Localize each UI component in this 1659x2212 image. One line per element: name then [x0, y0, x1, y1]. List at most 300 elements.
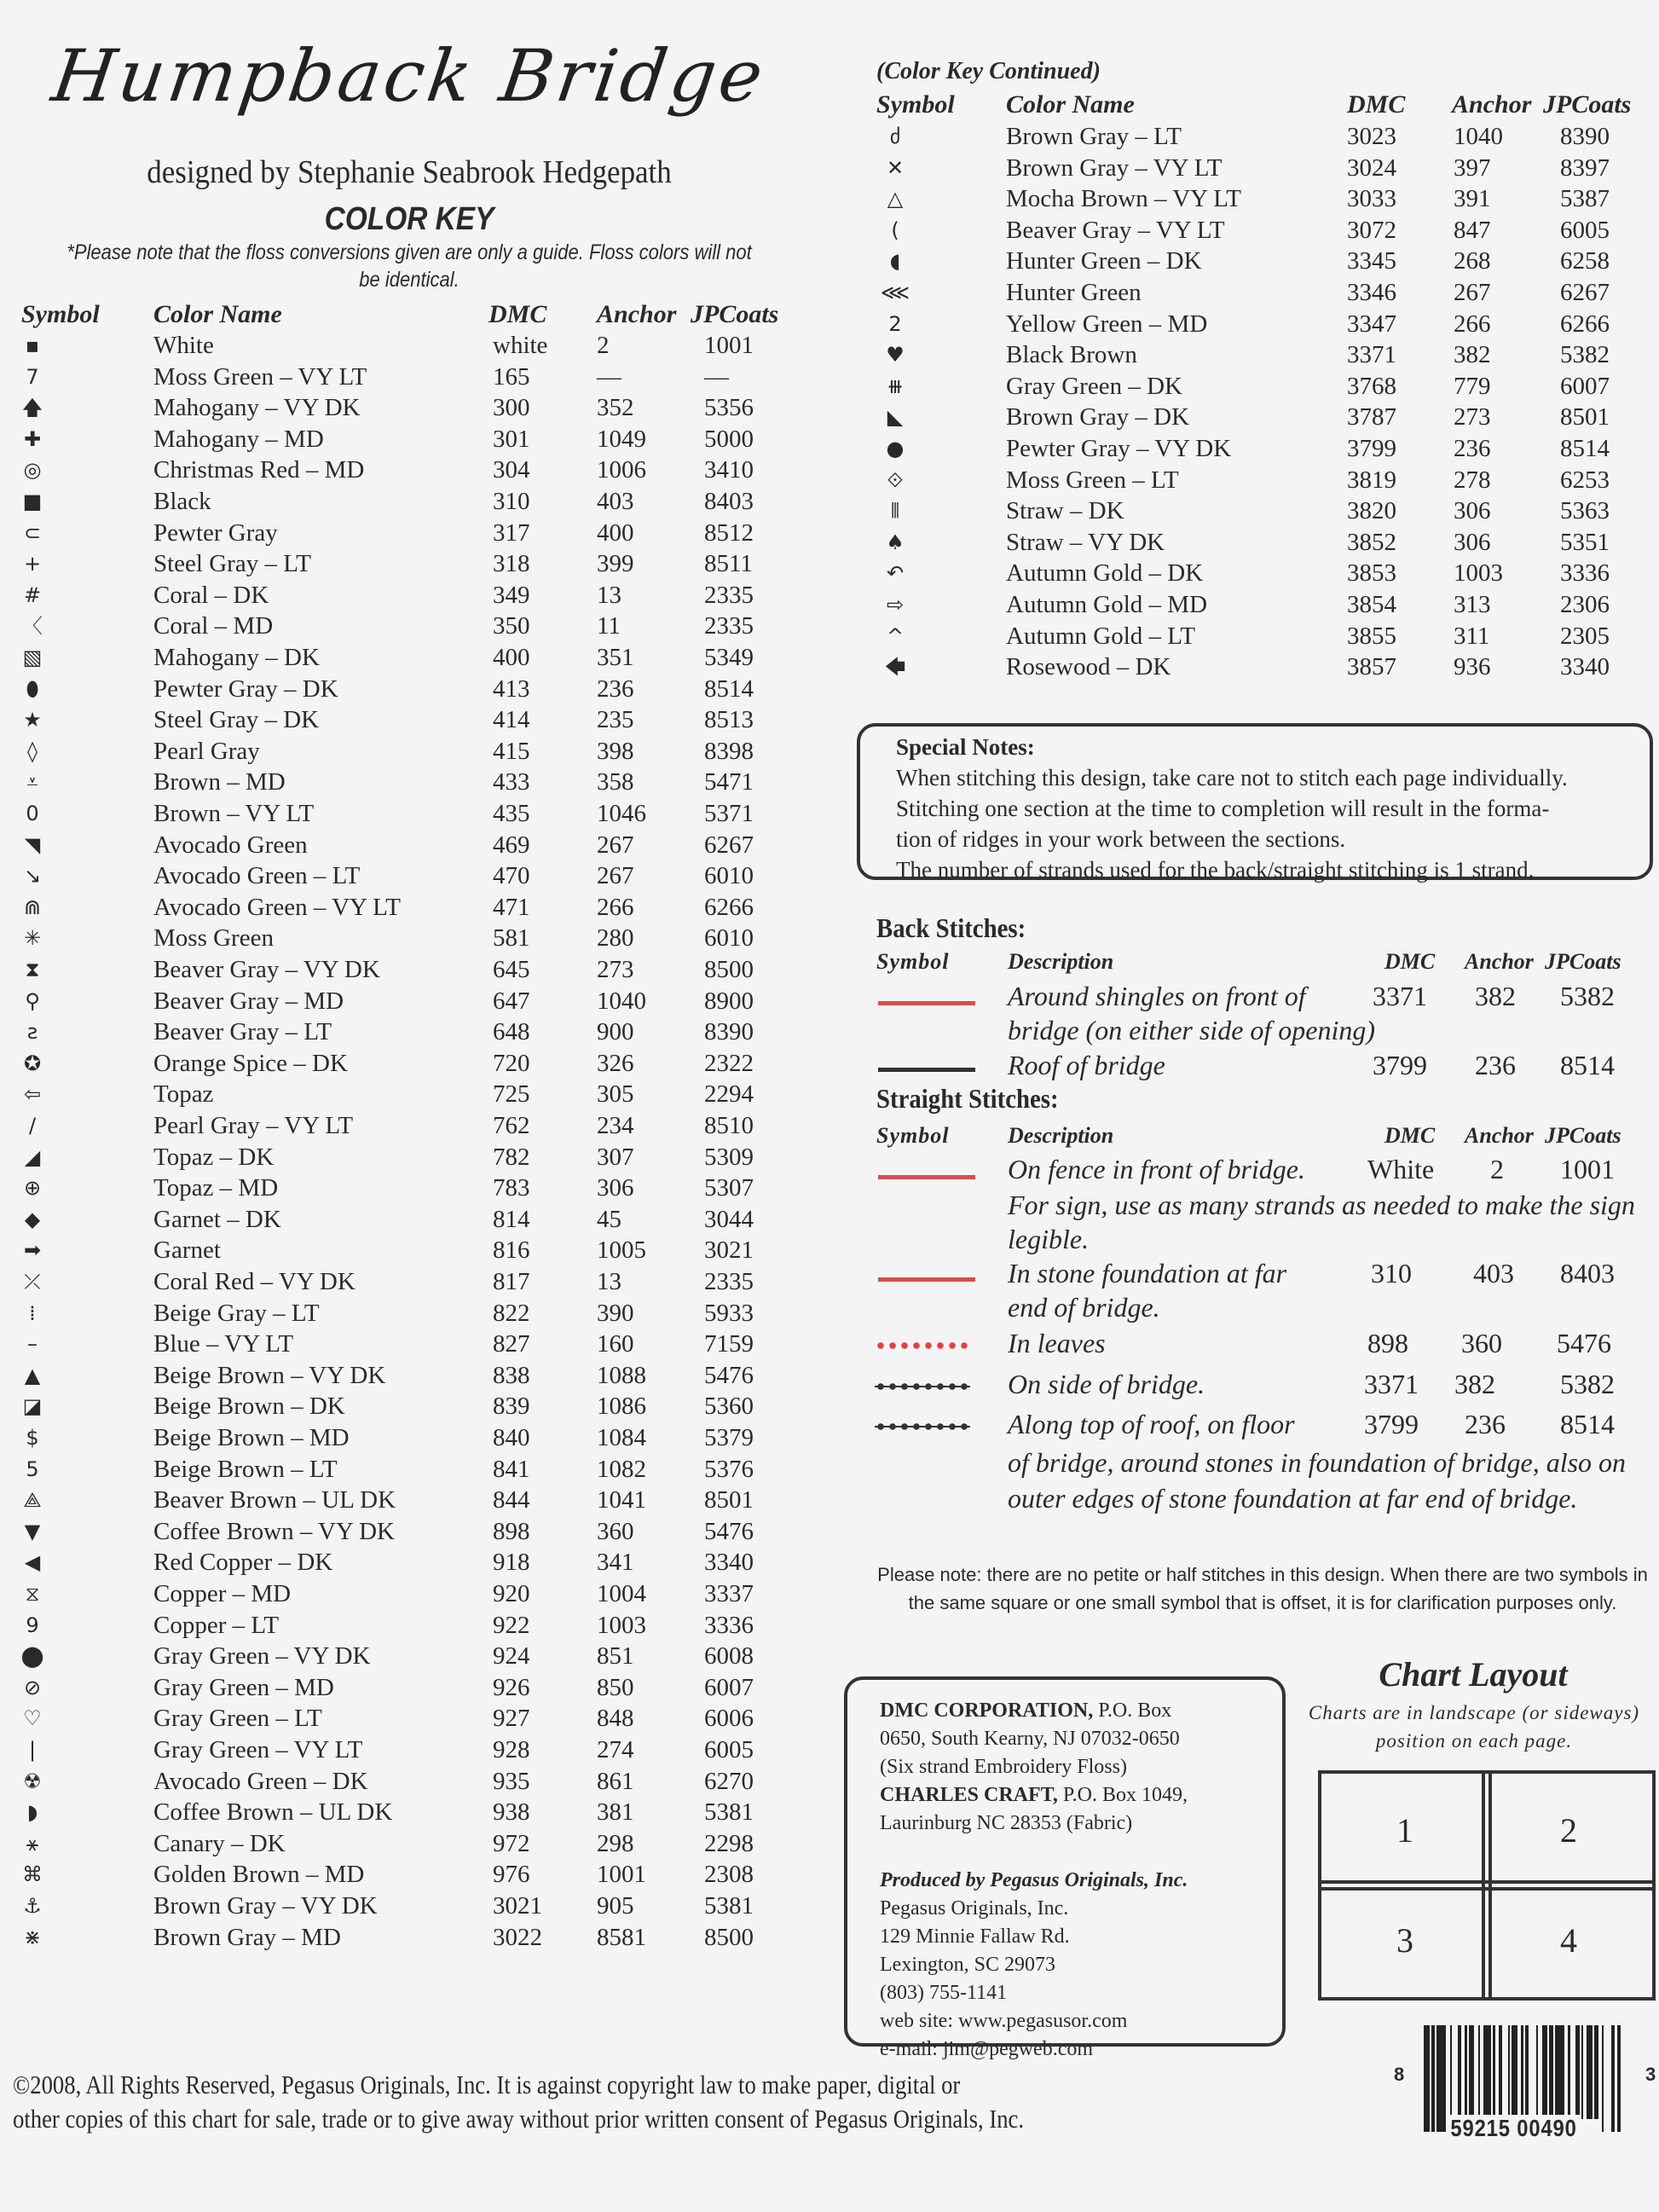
jpcoats-number: 2335: [704, 1268, 754, 1295]
designer-credit: designed by Stephanie Seabrook Hedgepath: [147, 154, 672, 190]
straight-stitch-description: In stone foundation at far: [1008, 1258, 1287, 1288]
color-name: Beige Brown – DK: [153, 1393, 345, 1421]
color-name: Topaz: [153, 1080, 214, 1109]
dmc-number: 928: [493, 1736, 530, 1763]
color-name: Avocado Green – DK: [153, 1767, 368, 1795]
jpcoats-number: 8510: [704, 1112, 754, 1139]
jpcoats-number: 2306: [1560, 591, 1610, 618]
special-notes-line: The number of strands used for the back/straight stitching is 1 strand.: [896, 857, 1535, 883]
color-name: Black: [153, 488, 211, 515]
barcode-bar: [1575, 2025, 1579, 2119]
color-name: White: [153, 332, 214, 359]
straight-stitch-jpcoats: 5382: [1560, 1369, 1615, 1399]
dmc-number: 3787: [1347, 403, 1396, 431]
jpcoats-number: 2322: [704, 1049, 754, 1077]
dmc-number: 349: [493, 581, 530, 609]
dmc-number: 817: [493, 1268, 530, 1295]
color-name: Brown Gray – DK: [1006, 403, 1190, 431]
dmc-number: 725: [493, 1080, 530, 1109]
color-name: Mahogany – DK: [153, 644, 320, 671]
anchor-number: 382: [1454, 341, 1491, 369]
x-icon: ✕: [886, 155, 905, 180]
dmc-address-2: 0650, South Kearny, NJ 07032-0650: [880, 1728, 1180, 1750]
anchor-number: 390: [597, 1299, 634, 1327]
col-header-jpcoats: JPCoats: [691, 300, 779, 328]
barcode-bar: [1594, 2025, 1598, 2119]
anchor-number: 266: [597, 893, 634, 921]
cross-icon: ✚: [23, 426, 42, 451]
publisher-name: Pegasus Originals, Inc.: [880, 1897, 1069, 1920]
color-name: Gray Green – LT: [153, 1705, 322, 1733]
color-name: Pearl Gray: [153, 737, 260, 765]
anchor-number: 307: [597, 1143, 634, 1171]
color-name: Beige Brown – LT: [153, 1455, 338, 1483]
anchor-number: 1086: [597, 1393, 646, 1421]
col-header-symbol-right: Symbol: [876, 90, 955, 119]
heart-icon: ♥: [886, 343, 905, 368]
color-name: Avocado Green – LT: [153, 862, 361, 890]
jpcoats-number: 3336: [704, 1611, 754, 1639]
barcode-bar: [1450, 2025, 1452, 2119]
dmc-number: 3853: [1347, 559, 1396, 588]
anchor-number: 847: [1454, 216, 1491, 244]
straight-stitch-jpcoats: 8514: [1560, 1409, 1615, 1439]
dmc-number: 301: [493, 425, 530, 453]
back-stitch-description: Roof of bridge: [1008, 1050, 1165, 1080]
color-name: Moss Green: [153, 924, 274, 953]
col-header-color-name-right: Color Name: [1006, 90, 1135, 119]
back-stitch-anchor: 382: [1475, 981, 1516, 1011]
jpcoats-number: —: [704, 362, 729, 391]
dmc-number: 924: [493, 1642, 530, 1671]
color-name: Autumn Gold – LT: [1006, 622, 1196, 650]
barcode-bar: [1568, 2025, 1569, 2119]
command-icon: ⌘: [22, 1862, 43, 1887]
jpcoats-number: 6266: [1560, 310, 1610, 338]
color-name: Garnet – DK: [153, 1205, 281, 1233]
pattern-title: Humpback Bridge: [47, 34, 772, 118]
dmc-number: 300: [493, 394, 530, 422]
anchor-number: 273: [597, 956, 634, 983]
jpcoats-number: 2335: [704, 612, 754, 640]
color-name: Brown Gray – VY DK: [153, 1892, 378, 1920]
vertical-bar-icon: |: [28, 1738, 37, 1762]
dmc-number: 922: [493, 1611, 530, 1639]
col-header-anchor: Anchor: [597, 300, 677, 328]
dmc-number: 3024: [1347, 153, 1396, 182]
anchor-number: 45: [597, 1205, 621, 1233]
star-icon: ★: [23, 708, 42, 733]
straight-stitch-symbol-red-line: [878, 1277, 975, 1282]
straight-stitch-anchor: 2: [1490, 1154, 1504, 1184]
diamond-outline-icon: ◊: [27, 738, 38, 763]
dmc-number: 783: [493, 1174, 530, 1202]
color-name: Brown – MD: [153, 768, 286, 796]
barcode-bar: [1436, 2025, 1446, 2132]
filled-circle-icon: ●: [886, 437, 905, 460]
jpcoats-number: 5471: [704, 768, 754, 796]
bowtie-icon: ⧖: [25, 1582, 40, 1606]
publisher-street: 129 Minnie Fallaw Rd.: [880, 1925, 1070, 1948]
straight-stitch-symbol-red-dotted: [875, 1341, 970, 1350]
jpcoats-number: 5309: [704, 1143, 754, 1171]
left-arrow-icon: 🡄: [884, 655, 906, 680]
color-name: Copper – LT: [153, 1611, 280, 1639]
anchor-number: 236: [1454, 435, 1491, 462]
barcode-bar: [1521, 2025, 1523, 2119]
dmc-number: 645: [493, 956, 530, 983]
anchor-number: 280: [597, 924, 634, 953]
straight-stitch-anchor: 236: [1465, 1409, 1506, 1439]
dmc-number: 310: [493, 488, 530, 515]
anchor-number: 1040: [1454, 123, 1503, 150]
less-than-icon: 〈: [22, 614, 43, 639]
color-name: Black Brown: [1006, 341, 1137, 369]
charles-address-1: P.O. Box 1049,: [1057, 1784, 1188, 1806]
straight-stitch-dmc: 3371: [1364, 1369, 1419, 1399]
anchor-number: 311: [1454, 622, 1490, 650]
jpcoats-number: 3410: [704, 456, 754, 484]
dmc-number: 3023: [1347, 123, 1396, 150]
down-triangle-icon: ▼: [24, 1519, 41, 1543]
anchor-number: 1082: [597, 1455, 646, 1483]
barcode-bar: [1424, 2025, 1430, 2132]
barcode-bar: [1512, 2025, 1517, 2119]
color-name: Pearl Gray – VY LT: [153, 1112, 354, 1139]
publisher-city: Lexington, SC 29073: [880, 1954, 1056, 1976]
jpcoats-number: 5476: [704, 1361, 754, 1389]
jpcoats-number: 5371: [704, 800, 754, 827]
down-right-arrow-icon: ↘: [23, 864, 42, 889]
dash-icon: –: [27, 1332, 38, 1357]
dmc-number: 898: [493, 1517, 530, 1545]
circle-slash-icon: ⊘: [23, 1675, 42, 1700]
anchor-number: 1004: [597, 1580, 646, 1607]
quarter-arc-icon: ◗: [26, 1800, 38, 1825]
triple-hash-icon: ⧻: [886, 373, 905, 398]
dmc-number: 972: [493, 1829, 530, 1857]
left-triangle-icon: ◀: [24, 1550, 41, 1575]
color-name: Beaver Gray – LT: [153, 1018, 332, 1046]
straight-stitch-jpcoats: 1001: [1560, 1154, 1615, 1184]
special-notes-line: tion of ridges in your work between the sections.: [896, 826, 1346, 852]
anchor-number: 313: [1454, 591, 1491, 618]
color-name: Christmas Red – MD: [153, 456, 365, 484]
color-name: Beige Brown – MD: [153, 1424, 350, 1451]
jpcoats-number: 6267: [1560, 279, 1610, 306]
half-square-icon: ◪: [22, 1394, 43, 1419]
barcode-bar: [1536, 2025, 1538, 2119]
straight-stitch-description-cont: of bridge, around stones in foundation of bridge, also on outer edges of stone foundation at far end of bridge.: [1008, 1447, 1627, 1514]
dmc-number: 3820: [1347, 497, 1396, 525]
color-name: Hunter Green – DK: [1006, 247, 1202, 275]
barcode-bar: [1555, 2025, 1564, 2119]
color-name: Mahogany – MD: [153, 425, 324, 453]
anchor-number: 236: [597, 675, 634, 703]
dmc-number: 822: [493, 1299, 530, 1327]
jpcoats-number: 5349: [704, 644, 754, 671]
straight-stitch-anchor: 360: [1461, 1328, 1502, 1358]
stitch-header-dmc: DMC: [1384, 949, 1436, 974]
chart-layout-title: Chart Layout: [1379, 1655, 1568, 1694]
jpcoats-number: 3336: [1560, 559, 1610, 588]
anchor-number: 1003: [597, 1611, 646, 1639]
anchor-number: 306: [597, 1174, 634, 1202]
straight-stitch-description: On fence in front of bridge.: [1008, 1154, 1305, 1184]
barcode-bars: [1424, 2025, 1633, 2119]
color-name: Coral – DK: [153, 581, 269, 609]
dmc-number: 3022: [493, 1923, 542, 1951]
anchor-number: 266: [1454, 310, 1491, 338]
stitch-header-anchor: Anchor: [1465, 949, 1534, 974]
anchor-number: 13: [597, 1268, 621, 1295]
charles-craft-name: CHARLES CRAFT,: [880, 1784, 1058, 1806]
barcode-bar: [1587, 2025, 1593, 2119]
color-name: Moss Green – LT: [1006, 466, 1179, 494]
hourglass-icon: ⧗: [25, 958, 40, 982]
barcode-bar: [1458, 2025, 1461, 2119]
jpcoats-number: 6270: [704, 1767, 754, 1795]
triple-bar-icon: ⦀: [890, 499, 900, 524]
nine-icon: 9: [26, 1613, 39, 1637]
color-name: Beaver Gray – VY DK: [153, 956, 380, 983]
color-name: Beige Brown – VY DK: [153, 1361, 386, 1389]
color-name: Straw – DK: [1006, 497, 1124, 525]
dmc-address-3: (Six strand Embroidery Floss): [880, 1756, 1127, 1778]
circled-star-icon: ✪: [23, 1051, 42, 1075]
jpcoats-number: 8398: [704, 737, 754, 765]
dmc-number: 3346: [1347, 279, 1396, 306]
anchor-number: 8581: [597, 1923, 646, 1951]
five-icon: 5: [26, 1456, 39, 1481]
jpcoats-number: 5376: [704, 1455, 754, 1483]
right-triangle-icon: ◢: [24, 1144, 41, 1169]
color-name: Steel Gray – DK: [153, 706, 320, 734]
right-arrow-icon: ➡: [23, 1238, 42, 1263]
barcode-number: 59215 00490: [1448, 2115, 1580, 2142]
barcode-bar: [1617, 2025, 1621, 2132]
color-name: Pewter Gray – DK: [153, 675, 338, 703]
caret-icon: ^: [886, 623, 905, 648]
dmc-number: 165: [493, 362, 530, 391]
straight-stitch-dmc: White: [1367, 1154, 1435, 1184]
color-name: Coral Red – VY DK: [153, 1268, 356, 1295]
straight-stitch-anchor: 382: [1454, 1369, 1495, 1399]
dmc-number: 3347: [1347, 310, 1396, 338]
dmc-number: 3852: [1347, 528, 1396, 556]
dmc-number: 3072: [1347, 216, 1396, 244]
col-header-dmc: DMC: [488, 300, 547, 328]
col-header-anchor-right: Anchor: [1452, 90, 1532, 119]
straight-stitch-dmc: 3799: [1364, 1409, 1419, 1439]
straight-stitch-description: In leaves: [1008, 1328, 1106, 1358]
jpcoats-number: 6007: [1560, 372, 1610, 400]
anchor-number: 397: [1454, 153, 1491, 182]
jpcoats-number: 3021: [704, 1236, 754, 1265]
publisher-email[interactable]: e-mail: jim@pegweb.com: [880, 2038, 1094, 2060]
chart-page-3: 3: [1318, 1880, 1492, 2001]
dmc-number: white: [493, 332, 548, 359]
color-name: Red Copper – DK: [153, 1549, 333, 1577]
special-notes-line: When stitching this design, take care not to stitch each page individually.: [896, 765, 1568, 790]
jpcoats-number: 8514: [1560, 435, 1610, 462]
anchor-number: 267: [597, 862, 634, 890]
dmc-number: 414: [493, 706, 530, 734]
color-name: Beaver Gray – VY LT: [1006, 216, 1225, 244]
color-name: Steel Gray – LT: [153, 550, 311, 578]
straight-stitch-description-cont: end of bridge.: [1008, 1292, 1160, 1323]
dmc-number: 581: [493, 924, 530, 953]
color-key-continued-title: (Color Key Continued): [876, 58, 1101, 84]
arch-icon: ⋒: [23, 895, 42, 919]
back-stitch-dmc: 3799: [1373, 1050, 1427, 1080]
jpcoats-number: 6005: [704, 1736, 754, 1763]
dmc-number: 470: [493, 862, 530, 890]
dmc-number: 839: [493, 1393, 530, 1421]
jpcoats-number: 7159: [704, 1330, 754, 1358]
straight-stitch-symbol-red-line: [878, 1175, 975, 1179]
filled-square-icon: ■: [22, 489, 43, 513]
barcode-bar: [1478, 2025, 1480, 2119]
anchor-number: 848: [597, 1705, 634, 1733]
right-outline-arrow-icon: ⇨: [886, 593, 905, 617]
anchor-number: 1003: [1454, 559, 1503, 588]
anchor-number: 278: [1454, 466, 1491, 494]
color-name: Gray Green – MD: [153, 1673, 334, 1701]
anchor-number: 234: [597, 1112, 634, 1139]
filled-diamond-icon: ◆: [24, 1207, 41, 1231]
jpcoats-number: 8397: [1560, 153, 1610, 182]
anchor-number: —: [597, 362, 621, 391]
special-notes-box: [857, 723, 1653, 883]
dmc-number: 647: [493, 987, 530, 1015]
anchor-number: 351: [597, 644, 634, 671]
dmc-number: 814: [493, 1205, 530, 1233]
jpcoats-number: 2294: [704, 1080, 754, 1109]
hash-icon: #: [23, 582, 42, 607]
straight-stitch-symbol-black-beaded: [875, 1422, 970, 1431]
color-name: Topaz – MD: [153, 1174, 279, 1202]
dmc-number: 318: [493, 550, 530, 578]
col-header-symbol: Symbol: [21, 300, 100, 328]
anchor-number: 900: [597, 1018, 634, 1046]
copyright-line-2: other copies of this chart for sale, trade or to give away without prior written consent of Pegasus Originals, Inc.: [13, 2104, 1025, 2134]
barcode-bar: [1542, 2025, 1548, 2119]
jpcoats-number: 6010: [704, 862, 754, 890]
color-name: Beaver Gray – MD: [153, 987, 344, 1015]
anchor-number: 851: [597, 1642, 634, 1671]
jpcoats-number: 6007: [704, 1673, 754, 1701]
jpcoats-number: 8512: [704, 518, 754, 547]
trefoil-icon: ☢: [23, 1769, 42, 1793]
barcode-bar: [1525, 2025, 1529, 2119]
anchor-number: 267: [597, 831, 634, 859]
color-name: Beaver Brown – UL DK: [153, 1486, 396, 1514]
produced-by: Produced by Pegasus Originals, Inc.: [880, 1869, 1188, 1891]
barcode-bar: [1465, 2025, 1466, 2119]
anchor-number: 1049: [597, 425, 646, 453]
slash-icon: /: [28, 1114, 37, 1138]
bullseye-icon: ◎: [23, 458, 42, 483]
col-header-jpcoats-right: JPCoats: [1543, 90, 1632, 119]
tree-icon: ⋇: [23, 1925, 42, 1949]
barcode-bar: [1581, 2025, 1583, 2119]
diamond-grid-icon: ⟐: [887, 467, 904, 492]
dmc-number: 350: [493, 612, 530, 640]
left-outline-arrow-icon: ⇦: [23, 1082, 42, 1107]
anchor-number: 298: [597, 1829, 634, 1857]
anchor-number: 398: [597, 737, 634, 765]
anchor-number: 358: [597, 768, 634, 796]
dmc-number: 317: [493, 518, 530, 547]
barcode-bar: [1499, 2025, 1502, 2119]
color-name: Coral – MD: [153, 612, 274, 640]
jpcoats-number: 8513: [704, 706, 754, 734]
dmc-number: 648: [493, 1018, 530, 1046]
hook-icon: ⊂: [23, 520, 42, 545]
dmc-number: 3021: [493, 1892, 542, 1920]
color-name: Coffee Brown – VY DK: [153, 1517, 395, 1545]
dmc-number: 976: [493, 1861, 530, 1889]
pill-icon: ⬮: [26, 676, 39, 701]
jpcoats-number: 5351: [1560, 528, 1610, 556]
jpcoats-number: 6005: [1560, 216, 1610, 244]
color-name: Brown Gray – LT: [1006, 123, 1182, 150]
jpcoats-number: 6258: [1560, 247, 1610, 275]
color-name: Avocado Green – VY LT: [153, 893, 401, 921]
color-name: Canary – DK: [153, 1829, 286, 1857]
color-name: Gray Green – DK: [1006, 372, 1182, 400]
color-name: Blue – VY LT: [153, 1330, 294, 1358]
jpcoats-number: 2335: [704, 581, 754, 609]
anchor-number: 1040: [597, 987, 646, 1015]
jpcoats-number: 3340: [704, 1549, 754, 1577]
back-stitch-description: Around shingles on front of: [1008, 981, 1306, 1011]
dmc-number: 3857: [1347, 653, 1396, 681]
dmc-number: 304: [493, 456, 530, 484]
x-cross-icon: ⤫: [24, 1270, 41, 1294]
anchor-number: 11: [597, 612, 621, 640]
color-name: Garnet: [153, 1236, 221, 1265]
publisher-website[interactable]: web site: www.pegasusor.com: [880, 2010, 1128, 2032]
sunrise-icon: ⩡: [26, 770, 38, 795]
anchor-number: 341: [597, 1549, 634, 1577]
jpcoats-number: 5381: [704, 1798, 754, 1827]
jpcoats-number: 8900: [704, 987, 754, 1015]
s-curve-icon: ƨ: [26, 1020, 38, 1045]
anchor-number: 305: [597, 1080, 634, 1109]
barcode-bar: [1431, 2025, 1435, 2132]
filled-triangle-icon: ▲: [24, 1363, 41, 1387]
stitch-note: Please note: there are no petite or half stitches in this design. When there are two symbols in the same square or one small symbol that is offset, it is for clarification purposes only.: [877, 1564, 1648, 1613]
anchor-number: 306: [1454, 497, 1491, 525]
jpcoats-number: 5356: [704, 394, 754, 422]
anchor-number: 391: [1454, 185, 1491, 213]
chart-layout-grid: [1318, 1770, 1652, 1994]
color-name: Gray Green – VY LT: [153, 1736, 363, 1763]
jpcoats-number: 6008: [704, 1642, 754, 1671]
dmc-number: 3768: [1347, 372, 1396, 400]
anchor-number: 779: [1454, 372, 1491, 400]
jpcoats-number: 6010: [704, 924, 754, 953]
dmc-number: 3371: [1347, 341, 1396, 369]
dmc-number: 762: [493, 1112, 530, 1139]
dmc-address-1: P.O. Box: [1093, 1700, 1172, 1722]
chart-page-4: 4: [1482, 1880, 1656, 2001]
anchor-number: 403: [597, 488, 634, 515]
color-name: Brown – VY LT: [153, 800, 315, 827]
jpcoats-number: 8511: [704, 550, 753, 578]
